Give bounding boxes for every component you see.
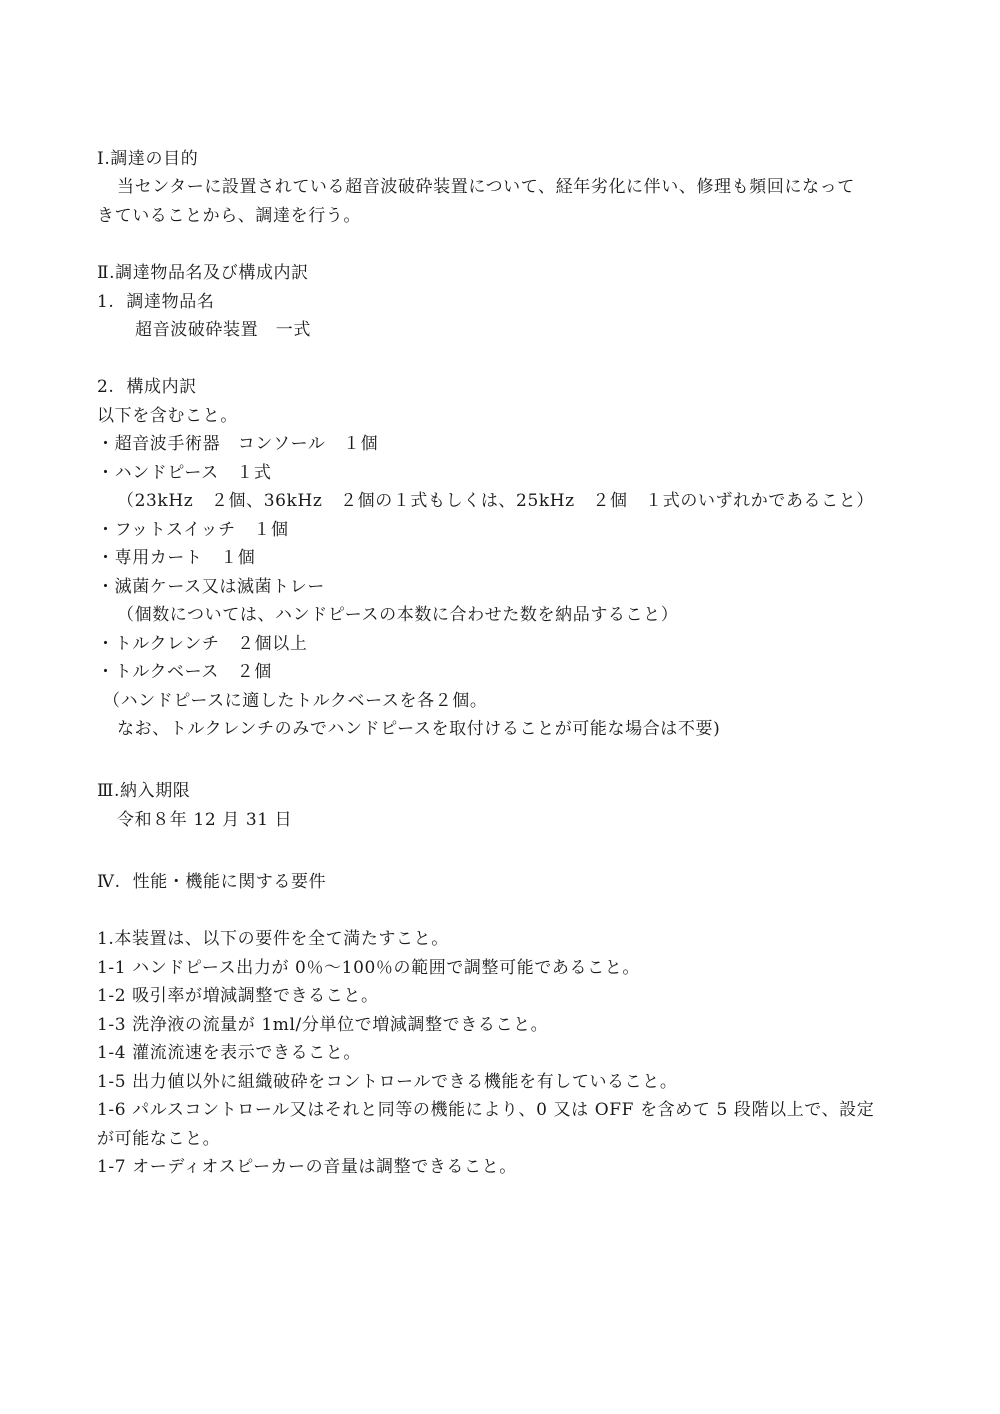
bullet-cart: ・専用カート １個 xyxy=(97,548,256,568)
requirement-1-3: 1-3 洗浄液の流量が 1ml/分単位で増減調整できること。 xyxy=(97,1015,549,1035)
section-2-heading: Ⅱ.調達物品名及び構成内訳 xyxy=(97,263,309,283)
requirement-1-6: 1-6 パルスコントロール又はそれと同等の機能により、0 又は OFF を含めて 5 段階以上で、設定 xyxy=(97,1100,875,1120)
bullet-sterilization: ・滅菌ケース又は滅菌トレー xyxy=(97,577,325,597)
section-4-heading: Ⅳ. 性能・機能に関する要件 xyxy=(97,872,327,892)
requirement-1-7: 1-7 オーディオスピーカーの音量は調整できること。 xyxy=(97,1157,517,1177)
bullet-torque-base: ・トルクベース ２個 xyxy=(97,662,272,682)
bullet-torque-base-note-2: なお、トルクレンチのみでハンドピースを取付けることが可能な場合は不要) xyxy=(117,719,721,739)
requirement-intro: 1.本装置は、以下の要件を全て満たすこと。 xyxy=(97,929,449,949)
requirement-1-6-continued: が可能なこと。 xyxy=(97,1129,221,1149)
section-1-body-line-1: 当センターに設置されている超音波破砕装置について、経年劣化に伴い、修理も頻回になって xyxy=(117,177,855,197)
requirement-1-5: 1-5 出力値以外に組織破砕をコントロールできる機能を有していること。 xyxy=(97,1072,678,1092)
bullet-handpiece-note: （23kHz ２個、36kHz ２個の１式もしくは、25kHz ２個 １式のいずれかであること） xyxy=(117,491,874,511)
bullet-footswitch: ・フットスイッチ １個 xyxy=(97,520,289,540)
bullet-sterilization-note: （個数については、ハンドピースの本数に合わせた数を納品すること） xyxy=(117,605,679,625)
requirement-1-2: 1-2 吸引率が増減調整できること。 xyxy=(97,986,379,1006)
bullet-torque-wrench: ・トルクレンチ ２個以上 xyxy=(97,634,308,654)
requirement-1-1: 1-1 ハンドピース出力が 0％～100％の範囲で調整可能であること。 xyxy=(97,958,640,978)
item-2-intro: 以下を含むこと。 xyxy=(97,406,238,426)
section-1-heading: Ⅰ.調達の目的 xyxy=(97,149,199,169)
section-3-heading: Ⅲ.納入期限 xyxy=(97,781,191,801)
bullet-torque-base-note-1: （ハンドピースに適したトルクベースを各２個。 xyxy=(103,691,488,711)
requirement-1-4: 1-4 灌流流速を表示できること。 xyxy=(97,1043,361,1063)
section-1-body-line-2: きていることから、調達を行う。 xyxy=(97,206,361,226)
delivery-deadline: 令和８年 12 月 31 日 xyxy=(117,810,293,830)
bullet-handpiece: ・ハンドピース １式 xyxy=(97,463,272,483)
item-1-heading: 1. 調達物品名 xyxy=(97,292,215,312)
item-2-heading: 2. 構成内訳 xyxy=(97,377,197,397)
bullet-console: ・超音波手術器 コンソール １個 xyxy=(97,434,379,454)
item-1-value: 超音波破砕装置 一式 xyxy=(135,320,311,340)
